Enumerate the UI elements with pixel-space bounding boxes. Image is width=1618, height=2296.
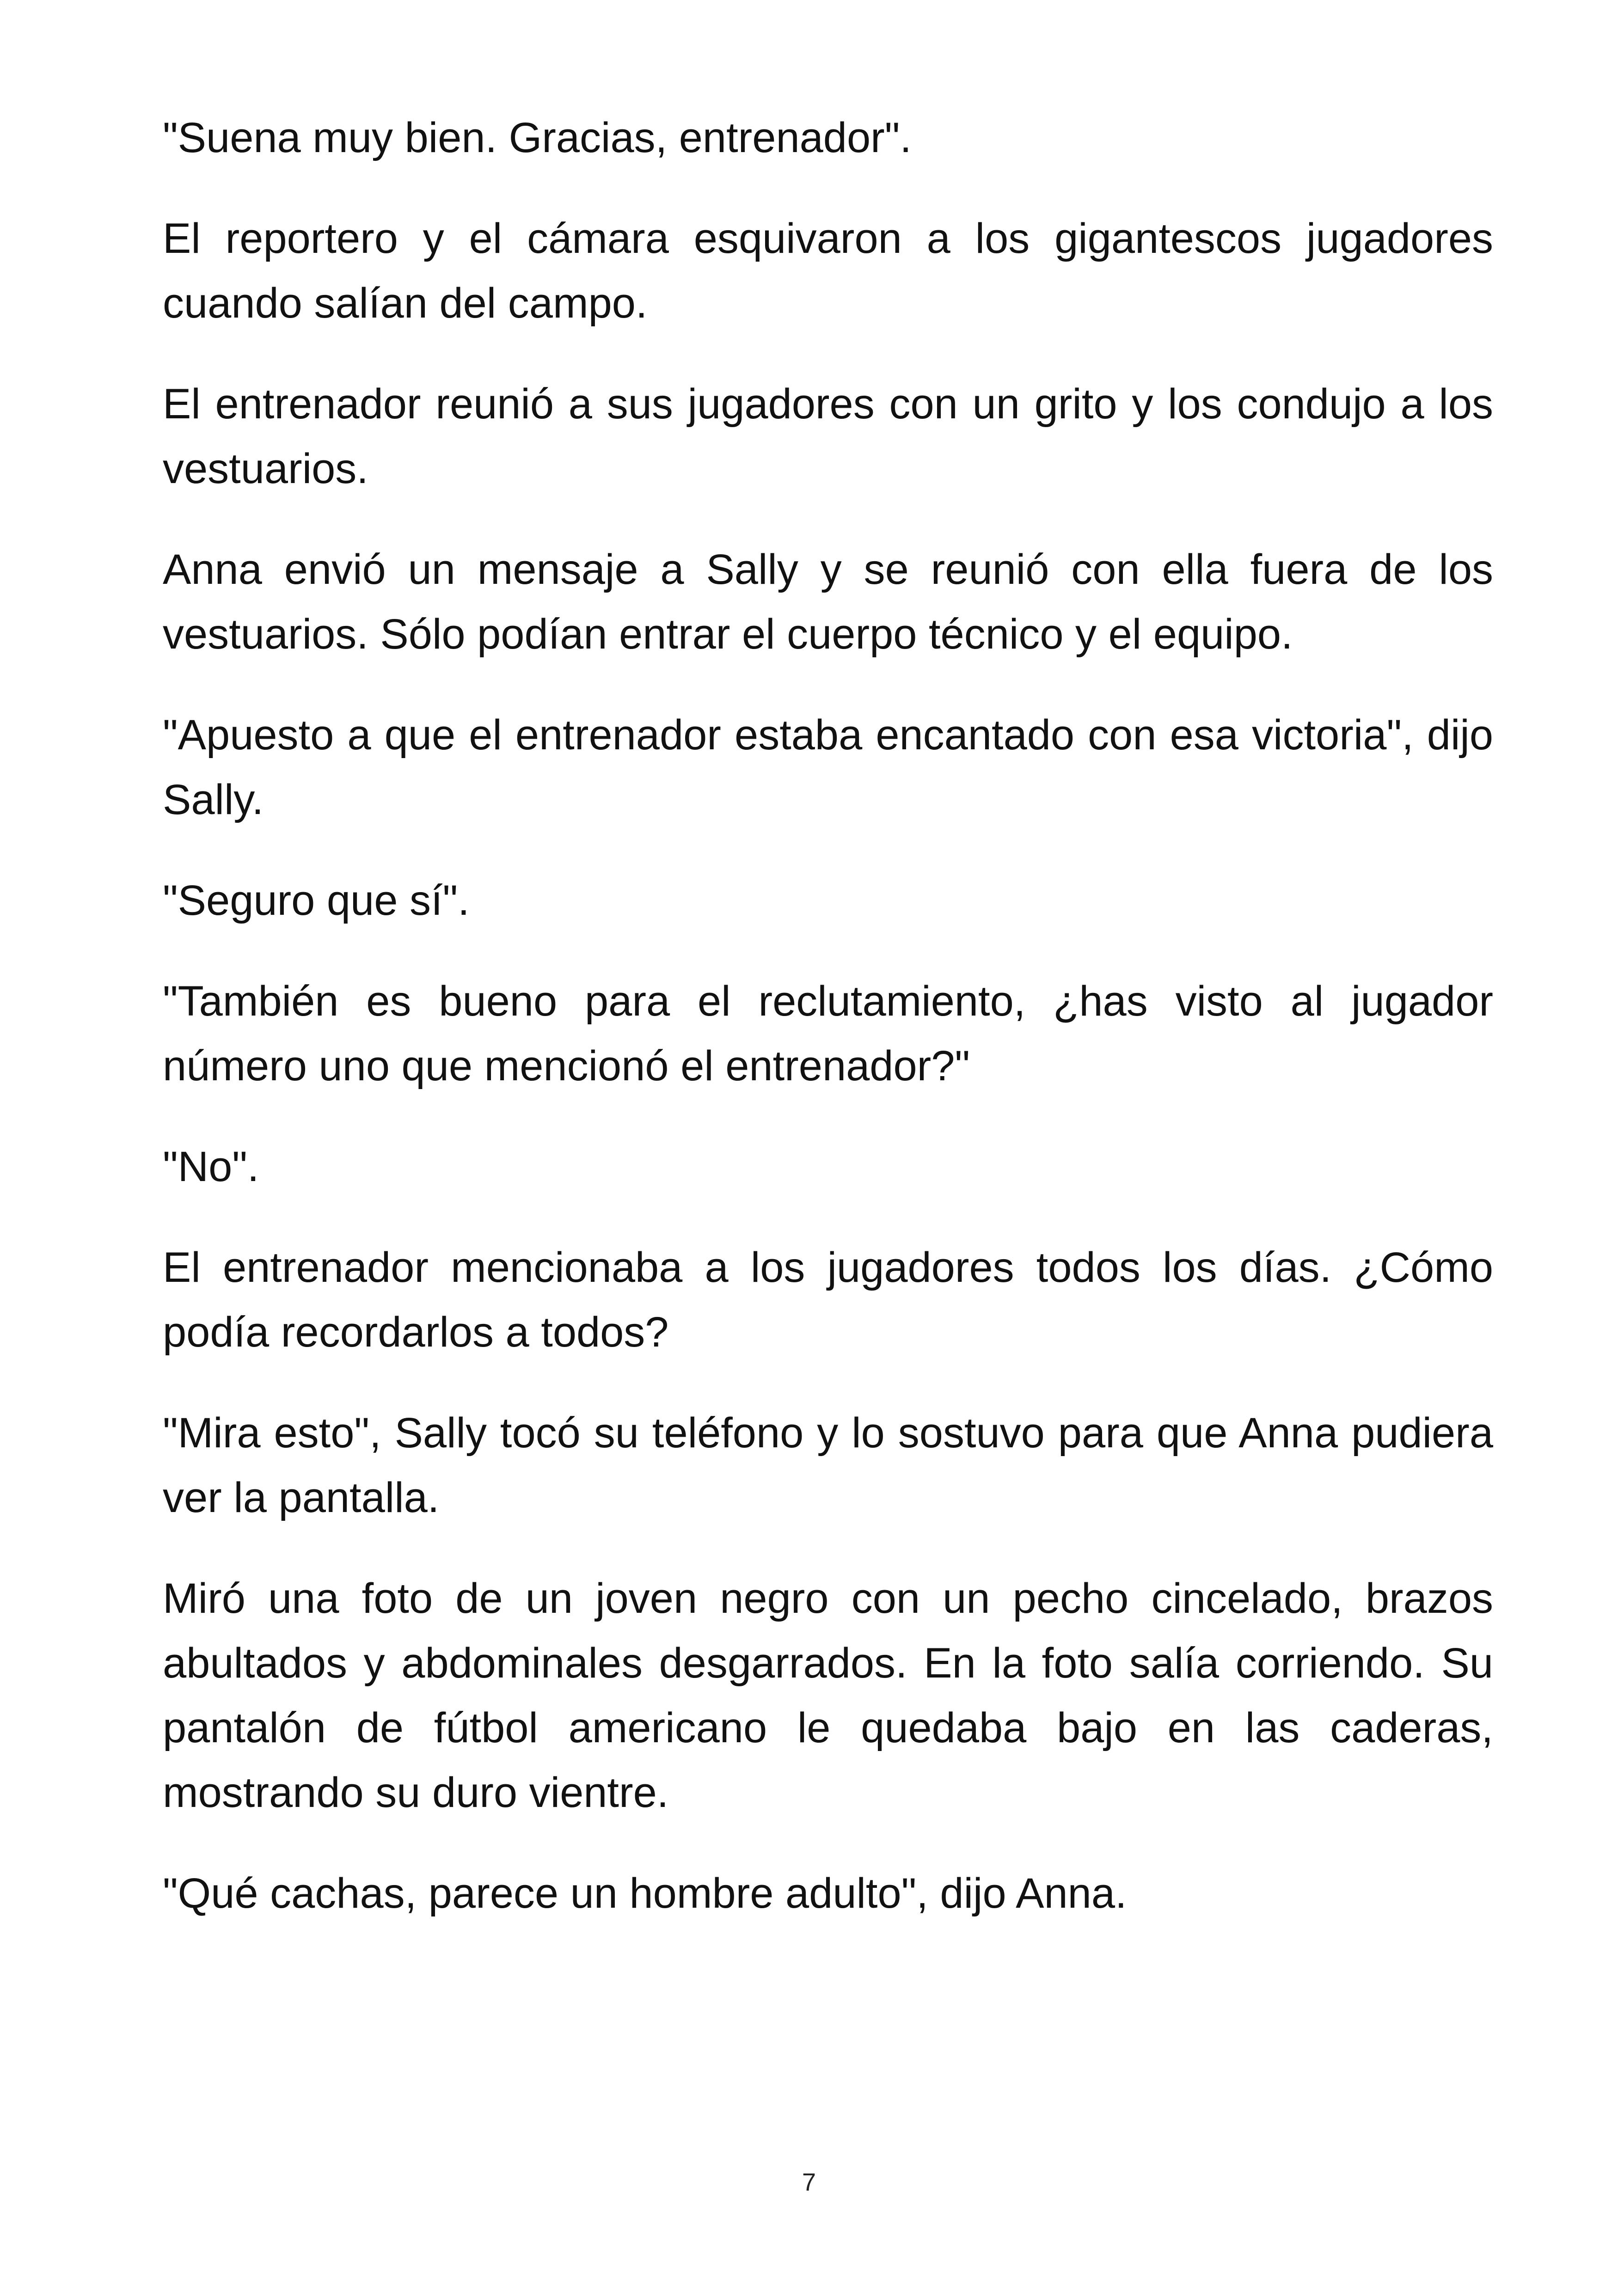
paragraph: "También es bueno para el reclutamiento, ¿has visto al jugador número uno que mencionó el entrenador?" [163, 978, 1493, 1090]
paragraph: "Suena muy bien. Gracias, entrenador". [163, 114, 912, 161]
paragraph: "Seguro que sí". [163, 877, 470, 924]
page-body [163, 105, 1493, 1962]
paragraph: El entrenador reunió a sus jugadores con un grito y los condujo a los vestuarios. [163, 380, 1493, 492]
paragraph: Miró una foto de un joven negro con un pecho cincelado, brazos abultados y abdominales desgarrados. En la foto salía corriendo. Su pantalón de fútbol americano le quedaba bajo en las caderas, mostrando su duro vientre. [163, 1575, 1493, 1816]
paragraph: El entrenador mencionaba a los jugadores todos los días. ¿Cómo podía recordarlos a todos? [163, 1244, 1493, 1356]
paragraph: "Qué cachas, parece un hombre adulto", dijo Anna. [163, 1870, 1127, 1917]
paragraph: "Apuesto a que el entrenador estaba encantado con esa victoria", dijo Sally. [163, 711, 1493, 823]
paragraph: "No". [163, 1143, 259, 1190]
paragraph: "Mira esto", Sally tocó su teléfono y lo sostuvo para que Anna pudiera ver la pantalla. [163, 1409, 1493, 1521]
page-number: 7 [802, 2168, 816, 2196]
paragraph: El reportero y el cámara esquivaron a los gigantescos jugadores cuando salían del campo. [163, 215, 1493, 327]
paragraph: Anna envió un mensaje a Sally y se reunió con ella fuera de los vestuarios. Sólo podían entrar el cuerpo técnico y el equipo. [163, 546, 1493, 658]
